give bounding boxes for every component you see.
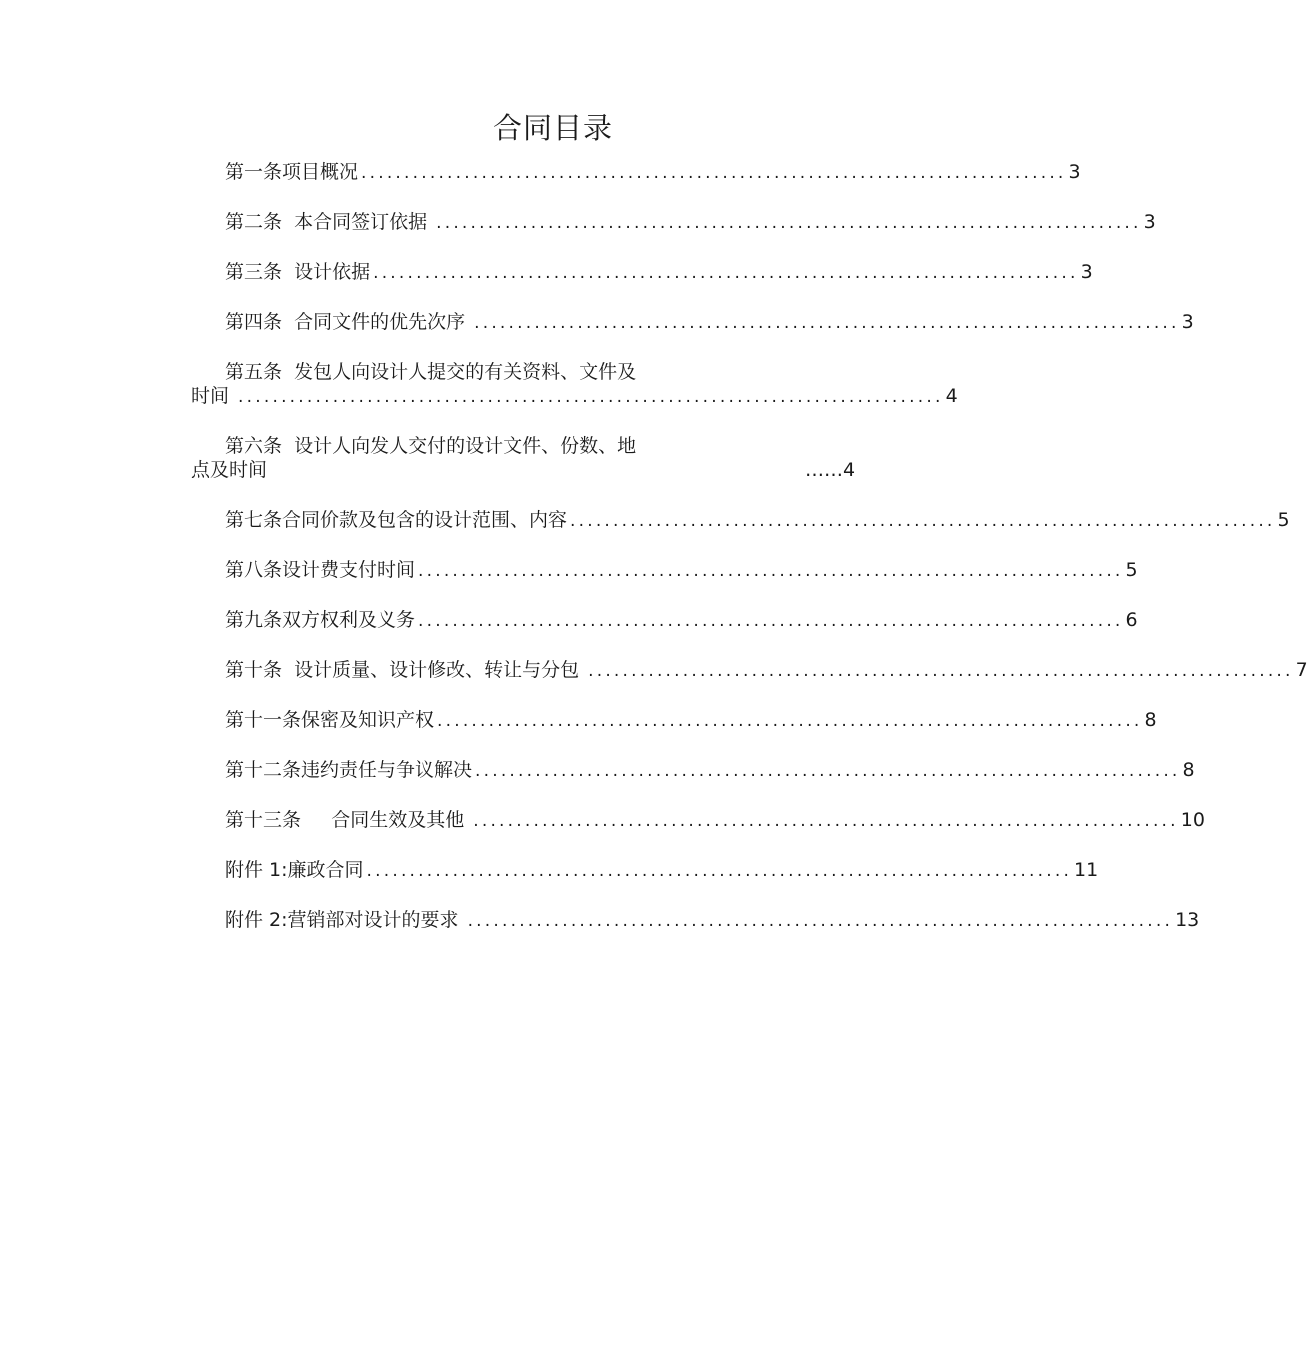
toc-leader-dots: .................................................................................. (436, 213, 1142, 233)
toc-entry[interactable] (225, 908, 1200, 933)
toc-entry-label[interactable]: 第五条 发包人向设计人提交的有关资料、文件及 (225, 361, 637, 383)
toc-entry-label-continued: 点及时间 (191, 459, 268, 481)
toc-entry[interactable] (225, 808, 1205, 833)
toc-leader-dots: .................................................................................. (467, 911, 1174, 931)
toc-leader-dots: .................................................................................. (473, 811, 1179, 831)
toc-page-number: 7 (1295, 659, 1308, 681)
toc-entry-label: 第一条项目概况 (225, 161, 359, 183)
toc-page-number: 5 (1125, 559, 1138, 581)
toc-entry-label: 第十三条 合同生效及其他 (225, 809, 471, 831)
toc-entry-label[interactable]: 第六条 设计人向发人交付的设计文件、份数、地 (225, 435, 637, 457)
toc-page-number: 8 (1182, 759, 1195, 781)
toc-entry[interactable] (191, 384, 958, 409)
toc-leader-dots: .................................................................................. (437, 711, 1143, 731)
document-title: 合同目录 (492, 111, 613, 145)
toc-page-number: 6 (1125, 609, 1138, 631)
toc-entry-label: 第九条双方权利及义务 (225, 609, 416, 631)
toc-entry-label-continued: 时间 (191, 385, 236, 407)
toc-leader-dots: .................................................................................. (373, 263, 1079, 283)
toc-entry[interactable] (225, 558, 1138, 583)
toc-page-number: 8 (1144, 709, 1157, 731)
toc-page-number: 3 (1068, 161, 1081, 183)
toc-page-number: ……4 (805, 459, 856, 481)
toc-entry[interactable] (225, 310, 1194, 335)
toc-page-number: 10 (1180, 809, 1205, 831)
toc-leader-dots: .................................................................................. (361, 163, 1067, 183)
toc-entry[interactable] (225, 608, 1138, 633)
toc-page-number: 5 (1277, 509, 1290, 531)
toc-leader-dots: .................................................................................. (475, 761, 1181, 781)
toc-entry-label: 第四条 合同文件的优先次序 (225, 311, 472, 333)
toc-page-number: 11 (1074, 859, 1099, 881)
toc-leader-dots: .................................................................................. (418, 611, 1124, 631)
toc-entry-label: 附件 2:营销部对设计的要求 (225, 909, 465, 931)
toc-leader-dots: .................................................................................. (570, 511, 1276, 531)
toc-leader-dots: .................................................................................. (588, 661, 1294, 681)
toc-page-number: 13 (1175, 909, 1200, 931)
toc-entry-label: 第七条合同价款及包含的设计范围、内容 (225, 509, 568, 531)
toc-entry[interactable] (225, 758, 1195, 783)
toc-leader-dots: .................................................................................. (366, 861, 1073, 881)
toc-entry[interactable] (225, 658, 1308, 683)
toc-entry-label: 附件 1:廉政合同 (225, 859, 364, 881)
toc-entry[interactable] (225, 508, 1290, 533)
toc-leader-dots: .................................................................................. (238, 387, 944, 407)
toc-entry-label: 第十二条违约责任与争议解决 (225, 759, 473, 781)
toc-page-number: 3 (1080, 261, 1093, 283)
toc-entry[interactable] (225, 708, 1157, 733)
toc-entry[interactable] (225, 858, 1099, 883)
toc-entry-label: 第八条设计费支付时间 (225, 559, 416, 581)
toc-entry-label: 第十一条保密及知识产权 (225, 709, 435, 731)
toc-entry-label: 第三条 设计依据 (225, 261, 371, 283)
toc-leader-dots: .................................................................................. (418, 561, 1124, 581)
toc-leader-dots: .................................................................................. (474, 313, 1180, 333)
toc-page-number: 3 (1143, 211, 1156, 233)
toc-entry[interactable] (225, 210, 1156, 235)
toc-page-number: 3 (1181, 311, 1194, 333)
toc-entry-label: 第二条 本合同签订依据 (225, 211, 434, 233)
toc-page-number: 4 (945, 385, 958, 407)
toc-entry-label: 第十条 设计质量、设计修改、转让与分包 (225, 659, 586, 681)
toc-entry[interactable] (225, 260, 1093, 285)
toc-entry[interactable] (225, 160, 1081, 185)
